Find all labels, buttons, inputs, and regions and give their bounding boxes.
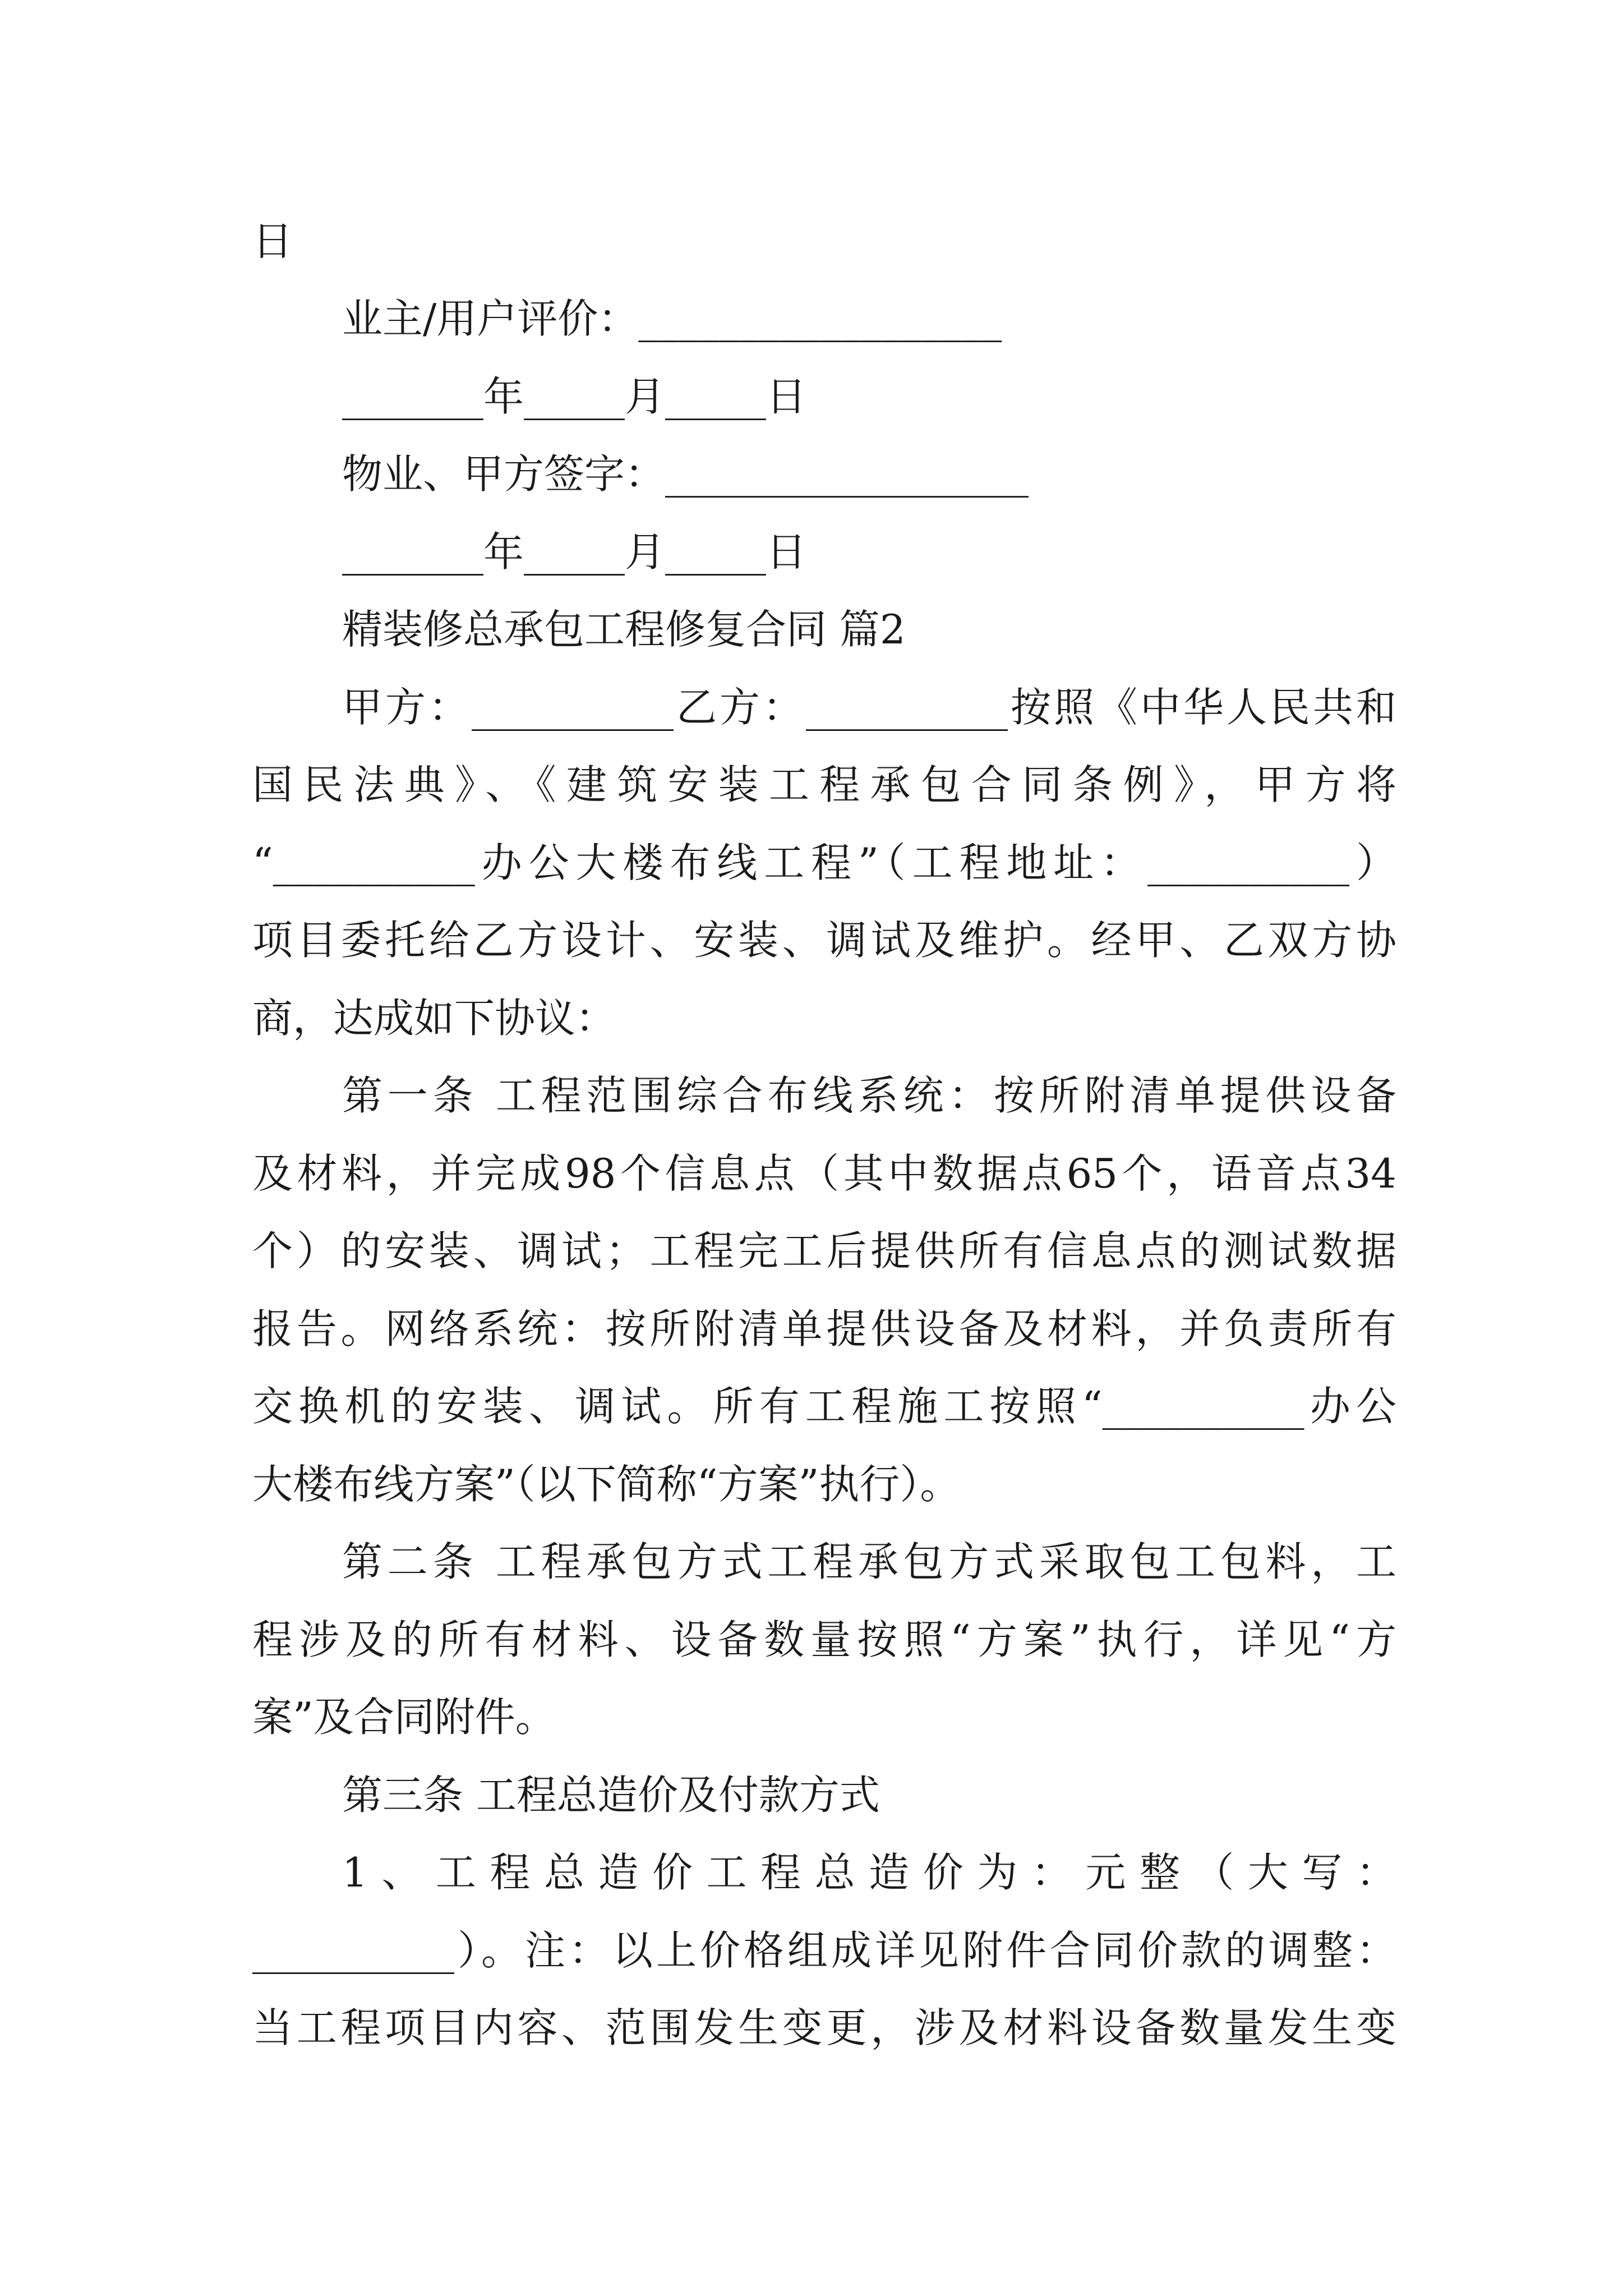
text-line: 个）的安装、调试；工程完工后提供所有信息点的测试数据	[252, 1227, 1396, 1274]
text-line: 案”及合同附件。	[252, 1694, 556, 1741]
section-heading: 精装修总承包工程修复合同 篇2	[342, 606, 906, 653]
text-line: 甲方：__________乙方：__________按照《中华人民共和	[342, 684, 1396, 731]
text-line: 日	[252, 218, 293, 265]
text-line: “__________办公大楼布线工程”（工程地址：__________）	[252, 839, 1396, 886]
text-line: _______年_____月_____日	[342, 528, 806, 576]
text-line: 大楼布线方案”（以下简称“方案”执行）。	[252, 1461, 961, 1508]
text-line: 物业、甲方签字：__________________	[342, 450, 1029, 498]
text-line: 当工程项目内容、范围发生变更，涉及材料设备数量发生变	[252, 2004, 1396, 2051]
text-line: 第二条 工程承包方式工程承包方式采取包工包料，工	[342, 1538, 1396, 1585]
text-line: 项目委托给乙方设计、安装、调试及维护。经甲、乙双方协	[252, 917, 1396, 964]
text-line: 第一条 工程范围综合布线系统：按所附清单提供设备	[342, 1072, 1396, 1119]
text-line: 业主/用户评价：__________________	[342, 295, 1002, 342]
text-line: 程涉及的所有材料、设备数量按照“方案”执行，详见“方	[252, 1616, 1396, 1663]
section-heading: 第三条 工程总造价及付款方式	[342, 1772, 880, 1819]
text-line: 交换机的安装、调试。所有工程施工按照“__________办公	[252, 1383, 1396, 1430]
text-line: 国民法典》、《建筑安装工程承包合同条例》，甲方将	[252, 761, 1396, 808]
text-line: __________）。注：以上价格组成详见附件合同价款的调整：	[252, 1927, 1396, 1974]
text-line: 商，达成如下协议：	[252, 995, 616, 1042]
text-line: 1、工程总造价工程总造价为：元整（大写：	[342, 1849, 1396, 1896]
text-line: 及材料，并完成98个信息点（其中数据点65个，语音点34	[252, 1150, 1396, 1197]
text-line: 报告。网络系统：按所附清单提供设备及材料，并负责所有	[252, 1305, 1396, 1352]
text-line: _______年_____月_____日	[342, 373, 806, 420]
